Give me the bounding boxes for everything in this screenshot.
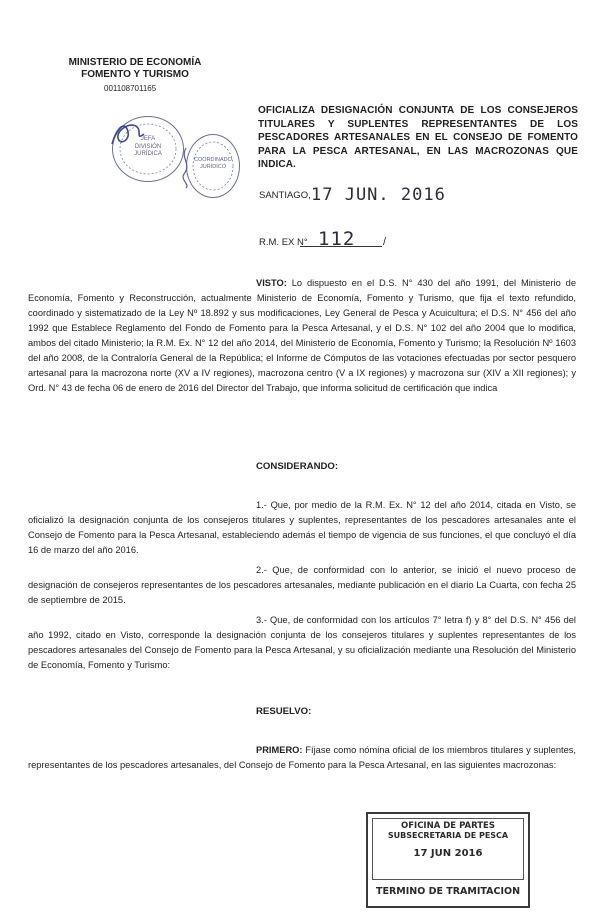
document-title: OFICIALIZA DESIGNACIÓN CONJUNTA DE LOS CONSEJEROS TITULARES Y SUPLENTES REPRESENTANTES DE LOS PESCADORES ARTESANALES EN EL CONSEJO DE FOMENTO PARA LA PESCA ARTESANAL, EN LAS MACROZONAS QUE INDICA. — [258, 105, 578, 170]
office-stamp-inner — [372, 818, 524, 880]
considerando-item-1 — [28, 498, 576, 558]
visto-text: Lo dispuesto en el D.S. N° 430 del año 1991, del Ministerio de Economía, Fomento y Reconstrucción, actualmente Ministerio de Economía, Fomento y Turismo, que fija el texto refundido, coordinado y sistematizado de la Ley Nº 18.892 y sus modificaciones, Ley General de Pesca y Acuicultura; el D.S. N° 456 del año 1992 que Establece Reglamento del Fondo de Fomento para la Pesca Artesanal, y el D.S. N° 102 del año 2004 que lo modifica, ambos del citado Ministerio; la R.M. Ex. N° 12 del año 2014, del Ministerio de Economía, Fomento y Turismo; la Resolución Nº 1603 del año 2008, de la Contraloría General de la República; el Informe de Cómputos de las votaciones efectuadas por sector pesquero artesanal para la macrozona norte (XV a IV regiones), macrozona centro (V a IX regiones) y macrozona sur (XIV a XII regiones); y Ord. N° 43 de fecha 06 de enero de 2016 del Director del Trabajo, que informa solicitud de certificación que indica — [28, 278, 576, 393]
resolution-label: R.M. EX N° — [259, 237, 308, 248]
seal2-text-line-2: JURÍDICO — [200, 164, 226, 170]
resuelvo-primero — [28, 743, 576, 773]
seal-text-line-3: JURÍDICA — [134, 151, 162, 157]
primero-text: Fíjase como nómina oficial de los miembros titulares y suplentes, representantes de los pescadores artesanales, del Consejo de Fomento para la Pesca Artesanal, en las siguientes macrozonas: — [28, 745, 576, 770]
considerando-item-3 — [28, 613, 576, 673]
signature-mark-icon — [176, 146, 196, 190]
ministry-line-1: MINISTERIO DE ECONOMÍA — [68, 57, 202, 68]
issue-date: 17 JUN. 2016 — [311, 185, 446, 205]
reference-code: 001108701165 — [104, 84, 157, 93]
date-place: SANTIAGO, — [259, 190, 311, 201]
office-stamp-date: 17 JUN 2016 — [413, 848, 483, 859]
ministry-line-2: FOMENTO Y TURISMO — [81, 69, 189, 80]
seal-text-line-1: JEFA — [140, 136, 156, 142]
visto-paragraph — [28, 276, 576, 396]
considerando-text-3: 3.- Que, de conformidad con los artículos 7° letra f) y 8° del D.S. N° 456 del año 1992, citado en Visto, corresponde la designación conjunta de los consejeros titulares y suplentes representantes de los pescadores artesanales del Consejo de Fomento para la Pesca Artesanal, y su oficialización mediante una Resolución del Ministerio de Economía, Fomento y Turismo: — [28, 615, 576, 670]
considerando-text-1: 1.- Que, por medio de la R.M. Ex. N° 12 del año 2014, citada en Visto, se oficializó la designación conjunta de los consejeros titulares y suplentes, representantes de los pescadores artesanales ante el Consejo de Fomento para la Pesca Artesanal, estableciendo además el tiempo de vigencia de sus funciones, el que concluyó el día 16 de marzo del año 2016. — [28, 500, 576, 555]
visto-label: VISTO: — [256, 278, 287, 288]
considerando-text-2: 2.- Que, de conformidad con lo anterior, se inició el nuevo proceso de designación de consejeros representantes de los pescadores artesanales, mediante publicación en el diario La Cuarta, con fecha 25 de septiembre de 2015. — [28, 565, 576, 605]
signature-icon — [108, 118, 148, 152]
primero-label: PRIMERO: — [256, 745, 303, 755]
considerando-heading: CONSIDERANDO: — [256, 461, 339, 472]
office-stamp-line-2: SUBSECRETARIA DE PESCA — [387, 831, 509, 840]
resuelvo-heading: RESUELVO: — [256, 706, 312, 717]
office-stamp-footer: TERMINO DE TRAMITACION — [375, 886, 521, 897]
office-stamp-line-1: OFICINA DE PARTES — [401, 821, 495, 831]
resolution-slash: / — [383, 236, 387, 248]
considerando-item-2 — [28, 563, 576, 608]
ministry-header — [62, 57, 208, 81]
seal2-text-line-1: COORDINADO — [194, 157, 232, 163]
seal-text-line-2: DIVISIÓN — [134, 143, 162, 150]
office-stamp — [366, 812, 530, 908]
resolution-number: 112 — [318, 228, 356, 250]
